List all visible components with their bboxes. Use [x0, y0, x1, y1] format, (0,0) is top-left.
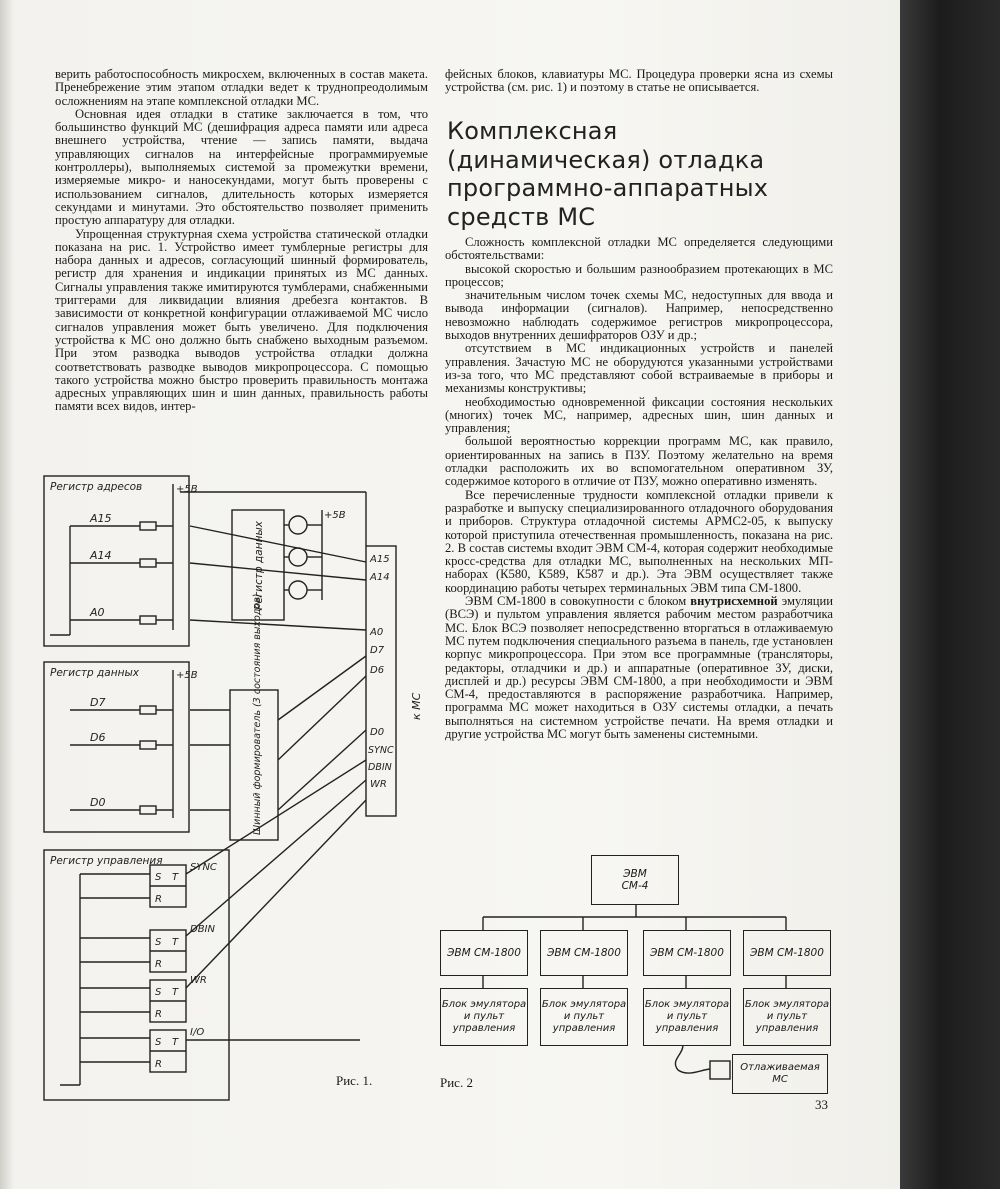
plus5v-label: +5В	[324, 510, 346, 521]
cm1800-box-4: ЭВМ СМ-1800	[743, 930, 831, 976]
paragraph: Все перечисленные трудности комплексной отладки привели к разработке и выпуску специализированного отладочного оборудования и приборов. Структура отладочной системы АРМС2-05, к выпуску которой приступила отечественная промышленность, показана на рис. 2. В состав системы входит ЭВМ СМ-4, которая содержит необходимые кросс-средства для отладки МС, выполненных на нескольких МП-наборах (К580, К589, К587 и др.). Эта ЭВМ осуществляет также координацию работы четырех терминальных ЭВМ типа СМ-1800.	[445, 487, 833, 595]
paragraph: отсутствием в МС индикационных устройств и панелей управления. Зачастую МС не оборудуются указанными устройствами из-за того, что МС представляют собой встраиваемые в приборы и механизмы конструктивы;	[445, 341, 833, 396]
paragraph: Упрощенная структурная схема устройства статической отладки показана на рис. 1. Устройство имеет тумблерные регистры для набора данных и адресов, согласующий шинный формирователь, регистр для хранения и индикации принятых из МС данных. Сигналы управления также имитируются тумблерами, снабженными триггерами для ликвидации влияния дребезга контактов. В зависимости от конкретной конфигурации отлаживаемой МС число сигналов управления может быть увеличено. Для подключения устройства к МС оно должно быть снабжено выходным разъемом. При этом разводка выводов устройства отладки должна соответствовать разводке выводов микропроцессора. С помощью такого устройства можно быстро проверить правильность монтажа адресных управляющих шин и шин данных, правильность работы памяти всех видов, интер-	[55, 226, 428, 414]
box-line: ЭВМ	[623, 868, 647, 880]
paragraph: высокой скоростью и большим разнообразием протекающих в МС процессов;	[445, 261, 833, 289]
data-bit-d0: D0	[90, 796, 106, 809]
pin-d6: D6	[370, 665, 385, 676]
pin-d0: D0	[370, 727, 385, 738]
trigger-s: S	[155, 987, 162, 998]
addr-bit-a15: A15	[90, 512, 112, 525]
data-register-label: Регистр данных	[50, 667, 139, 679]
text-run: эмуляции (ВСЭ) и пультом управления является рабочим местом разработчика МС. Блок ВСЭ позволяет непосредственно вторгаться в отлаживаемую МС путем подключения специального разъема в панель, где установлен корпус микропроцессора. При этом все программные (трансляторы, редакторы, отладчики и др.) и аппаратные (оперативное ЗУ, диски, дисплей и др.) ресурсы ЭВМ СМ-1800, а при необходимости и ЭВМ СМ-4, предоставляются в распоряжение разработчика. Например, программа МС может находиться в ОЗУ системы отладки, а печать выполняться на системном устройстве печати. На время отладки и другие устройства МС могут быть заменены системными.	[445, 594, 834, 741]
page-left-edge	[0, 0, 14, 1189]
data-reg-box-label: Регистр данных	[253, 521, 265, 610]
paragraph: необходимостью одновременной фиксации состояния нескольких (многих) точек МС, например, адресных шин, шин данных и управления;	[445, 394, 833, 436]
text-run: ЭВМ СМ-1800 в совокупности с блоком	[465, 594, 691, 609]
scan-dark-margin	[900, 0, 1000, 1189]
emulator-box-3: Блок эмулятора и пульт управления	[643, 988, 731, 1046]
trigger-t: T	[172, 872, 179, 883]
paragraph: Основная идея отладки в статике заключается в том, что большинство функций МС (дешифрация адреса памяти или адреса внешнего устройства, чтение — запись памяти, выдача управляющих сигналов на интерфейсные программируемые контроллеры), выполняемых системой за промежутки времени, измеряемые микро- и наносекундами, могут быть проверены с использованием сигналов, длительность которых измеряется секундами и минутами. Это обстоятельство позволяет применить простую аппаратуру для отладки.	[55, 106, 428, 228]
pin-a0: A0	[370, 627, 384, 638]
cm1800-box-3: ЭВМ СМ-1800	[643, 930, 731, 976]
paragraph: большой вероятностью коррекции программ МС, как правило, ориентированных на запись в ПЗУ. Поэтому желательно на время отладки расположить их во вспомогательном оперативном ЗУ, содержимое которого в отличие от ПЗУ, можно оперативно изменять.	[445, 434, 833, 489]
section-heading	[447, 117, 847, 231]
box-line: СМ-4	[621, 880, 649, 892]
pin-sync: SYNC	[368, 745, 394, 756]
addr-bit-a14: A14	[90, 549, 112, 562]
ctrl-register-label: Регистр управления	[50, 855, 163, 867]
bold-term: внутрисхемной	[690, 594, 778, 609]
trigger-r: R	[155, 894, 162, 905]
figure-1-caption: Рис. 1.	[336, 1073, 373, 1088]
figure-2-caption: Рис. 2	[440, 1075, 473, 1090]
trigger-r: R	[155, 1009, 162, 1020]
ctrl-signal-dbin: DBIN	[190, 924, 215, 935]
pin-a15: A15	[370, 554, 390, 565]
heading-line: Комплексная	[447, 117, 618, 145]
target-mc-box: Отлаживаемая МС	[732, 1054, 828, 1094]
page-number: 33	[815, 1097, 828, 1112]
trigger-r: R	[155, 1059, 162, 1070]
plus5v-label: +5В	[176, 670, 198, 681]
ctrl-signal-wr: WR	[190, 975, 207, 986]
emulator-box-2: Блок эмулятора и пульт управления	[540, 988, 628, 1046]
trigger-t: T	[172, 937, 179, 948]
cm4-box	[591, 855, 679, 905]
heading-line: средств МС	[447, 202, 596, 231]
trigger-r: R	[155, 959, 162, 970]
bus-driver-label: Шинный формирователь (3 состояния выходов)	[252, 593, 263, 835]
heading-line: (динамическая) отладка	[447, 145, 765, 174]
paragraph: значительным числом точек схемы МС, недоступных для ввода и вывода информации (сигналов). Например, непосредственно невозможно наблюдать содержимое регистров микропроцессора, выходов внутренних дешифраторов ОЗУ и др.;	[445, 288, 833, 343]
pin-a14: A14	[370, 572, 390, 583]
paragraph: фейсных блоков, клавиатуры МС. Процедура проверки ясна из схемы устройства (см. рис. 1) и поэтому в статье не описывается.	[445, 67, 833, 95]
trigger-t: T	[172, 1037, 179, 1048]
data-bit-d6: D6	[90, 731, 106, 744]
paragraph: Сложность комплексной отладки МС определяется следующими обстоятельствами:	[445, 235, 833, 263]
cm1800-box-1: ЭВМ СМ-1800	[440, 930, 528, 976]
cm1800-box-2: ЭВМ СМ-1800	[540, 930, 628, 976]
emulator-box-1: Блок эмулятора и пульт управления	[440, 988, 528, 1046]
addr-register-label: Регистр адресов	[50, 481, 143, 493]
paragraph: верить работоспособность микросхем, включенных в состав макета. Пренебрежение этим этапом отладки ведет к труднопреодолимым осложнениям на этапе комплексной отладки МС.	[55, 67, 428, 108]
figure-1-schematic	[40, 470, 440, 1110]
trigger-s: S	[155, 937, 162, 948]
heading-line: программно-аппаратных	[447, 174, 769, 202]
paragraph	[445, 595, 833, 741]
pin-dbin: DBIN	[368, 762, 392, 773]
addr-bit-a0: A0	[90, 606, 105, 619]
left-text-column	[55, 68, 428, 414]
plus5v-label: +5В	[176, 484, 198, 495]
trigger-s: S	[155, 872, 162, 883]
right-text-column	[445, 236, 833, 741]
ctrl-signal-io: I/O	[190, 1027, 205, 1038]
emulator-box-4: Блок эмулятора и пульт управления	[743, 988, 831, 1046]
to-mc-label: к МС	[410, 692, 423, 720]
trigger-t: T	[172, 987, 179, 998]
pin-wr: WR	[370, 779, 387, 790]
trigger-s: S	[155, 1037, 162, 1048]
right-intro-text	[445, 68, 833, 95]
data-bit-d7: D7	[90, 696, 106, 709]
ctrl-signal-sync: SYNC	[190, 862, 217, 873]
pin-d7: D7	[370, 645, 385, 656]
